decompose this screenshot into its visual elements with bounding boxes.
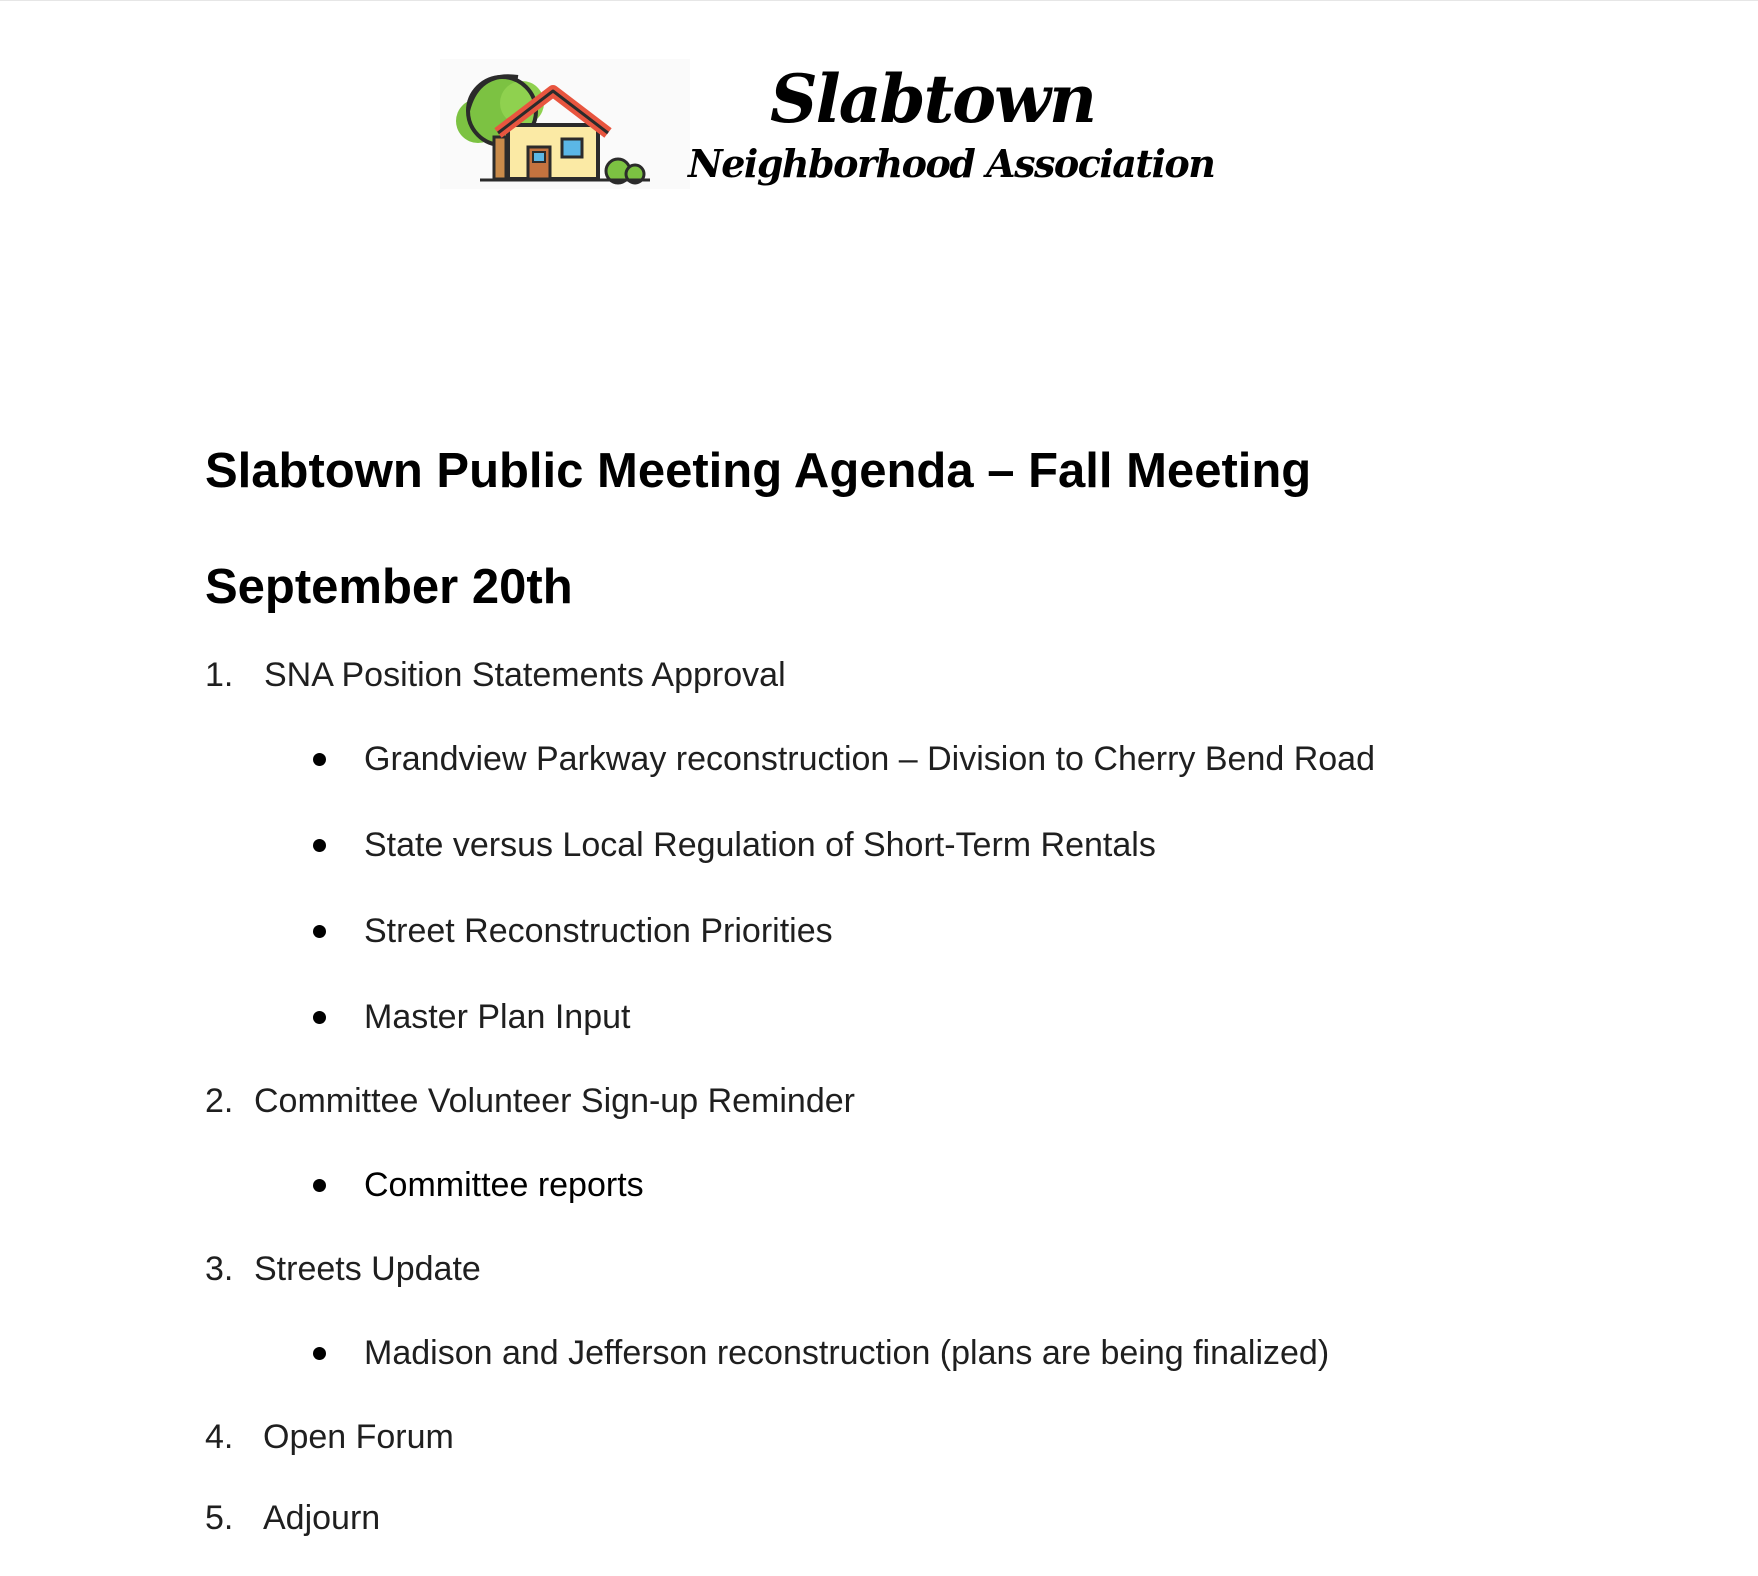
agenda-item-label: Committee Volunteer Sign-up Reminder (254, 1082, 855, 1120)
agenda-item-number: 5. (205, 1499, 234, 1537)
agenda-item-number: 3. (205, 1250, 234, 1288)
org-name: Slabtown (770, 60, 1095, 138)
house-tree-logo-icon (440, 59, 690, 189)
bullet-icon (313, 1347, 326, 1360)
agenda-subitem-label: Grandview Parkway reconstruction – Division to Cherry Bend Road (364, 740, 1376, 778)
page-title: Slabtown Public Meeting Agenda – Fall Meeting (205, 444, 1312, 498)
agenda-item-label: Adjourn (263, 1499, 381, 1537)
org-subtitle: Neighborhood Association (688, 141, 1215, 186)
agenda-item-number: 4. (205, 1418, 234, 1456)
bullet-icon (313, 1179, 326, 1192)
agenda-item-number: 2. (205, 1082, 234, 1120)
meeting-date: September 20th (205, 560, 573, 614)
bullet-icon (313, 839, 326, 852)
bullet-icon (313, 1011, 326, 1024)
bullet-icon (313, 925, 326, 938)
agenda-item-label: Open Forum (263, 1418, 454, 1456)
agenda-item-label: SNA Position Statements Approval (264, 656, 786, 694)
agenda-item-label: Streets Update (254, 1250, 481, 1288)
header-logo (440, 59, 1215, 189)
agenda-item-number: 1. (205, 656, 234, 694)
agenda-subitem-label: Street Reconstruction Priorities (364, 912, 833, 950)
agenda-subitem-label: Master Plan Input (364, 998, 631, 1036)
agenda-subitem-label: Madison and Jefferson reconstruction (plans are being finalized) (364, 1334, 1330, 1372)
agenda-subitem-label: Committee reports (364, 1166, 644, 1204)
agenda-subitem-label: State versus Local Regulation of Short-Term Rentals (364, 826, 1156, 864)
bullet-icon (313, 753, 326, 766)
